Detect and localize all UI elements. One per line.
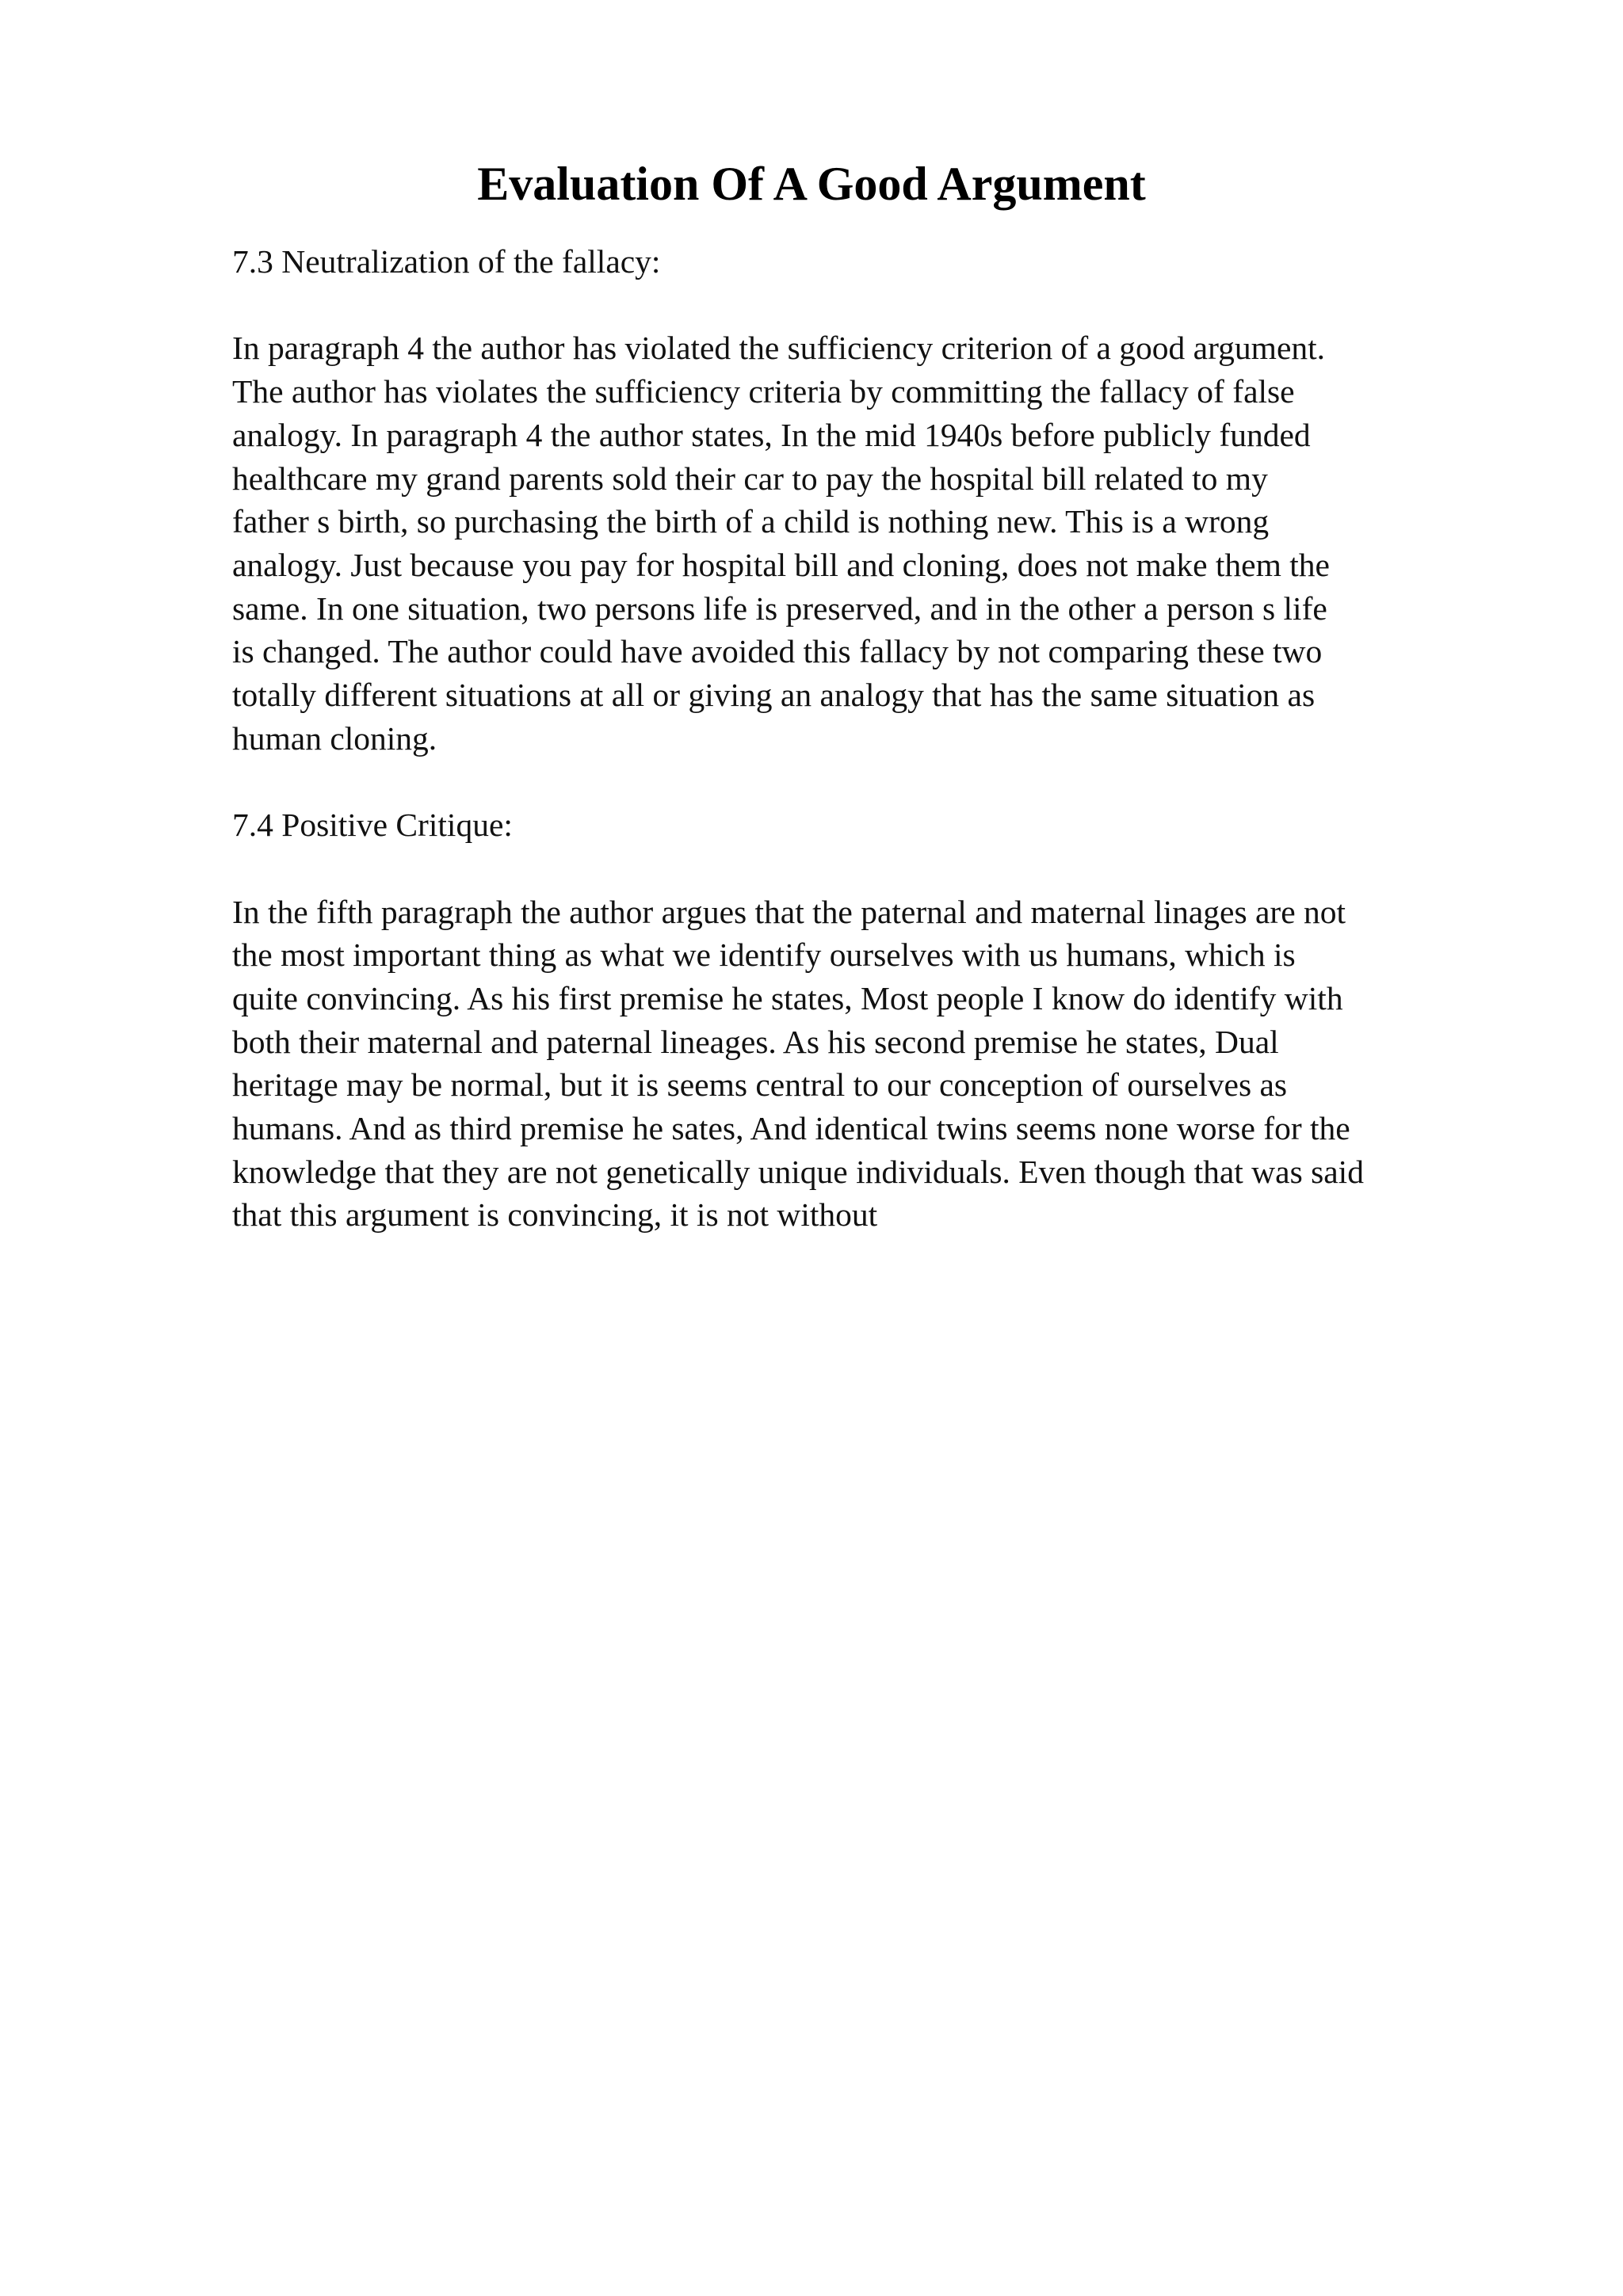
page-title: Evaluation Of A Good Argument: [477, 158, 1146, 210]
paragraph-line: knowledge that they are not genetically unique individuals. Even though that was said: [232, 1153, 1364, 1190]
paragraph-line: In paragraph 4 the author has violated the sufficiency criterion of a good argument.: [232, 330, 1326, 367]
paragraph-line: both their maternal and paternal lineages. As his second premise he states, Dual: [232, 1023, 1279, 1060]
paragraph-line: same. In one situation, two persons life is preserved, and in the other a person s life: [232, 589, 1327, 627]
paragraph-line: humans. And as third premise he sates, And identical twins seems none worse for the: [232, 1110, 1350, 1147]
paragraph-line: The author has violates the sufficiency criteria by committing the fallacy of false: [232, 373, 1295, 410]
paragraph-line: In the fifth paragraph the author argues that the paternal and maternal linages are not: [232, 893, 1346, 930]
paragraph-neutralization: [232, 326, 1532, 760]
document-body: [232, 240, 1532, 1237]
paragraph-line: totally different situations at all or giving an analogy that has the same situation as: [232, 677, 1316, 714]
paragraph-line: quite convincing. As his first premise he states, Most people I know do identify with: [232, 979, 1343, 1016]
paragraph-line: the most important thing as what we identify ourselves with us humans, which is: [232, 936, 1296, 974]
paragraph-spacer: [232, 760, 1532, 803]
paragraph-positive-critique: [232, 891, 1532, 1238]
paragraph-spacer: [232, 847, 1532, 891]
paragraph-line: analogy. Just because you pay for hospital bill and cloning, does not make them the: [232, 546, 1330, 583]
paragraph-line: is changed. The author could have avoided this fallacy by not comparing these two: [232, 633, 1323, 670]
paragraph-spacer: [232, 284, 1532, 327]
paragraph-line: father s birth, so purchasing the birth of a child is nothing new. This is a wrong: [232, 503, 1270, 540]
paragraph-line: heritage may be normal, but it is seems central to our conception of ourselves as: [232, 1066, 1288, 1104]
section-heading-positive-critique: 7.4 Positive Critique:: [232, 807, 513, 844]
paragraph-line: human cloning.: [232, 719, 437, 757]
section-heading-neutralization: 7.3 Neutralization of the fallacy:: [232, 243, 661, 280]
paragraph-line: healthcare my grand parents sold their car to pay the hospital bill related to my: [232, 460, 1268, 497]
paragraph-line: that this argument is convincing, it is not without: [232, 1196, 878, 1234]
paragraph-line: analogy. In paragraph 4 the author states, In the mid 1940s before publicly funded: [232, 416, 1311, 453]
